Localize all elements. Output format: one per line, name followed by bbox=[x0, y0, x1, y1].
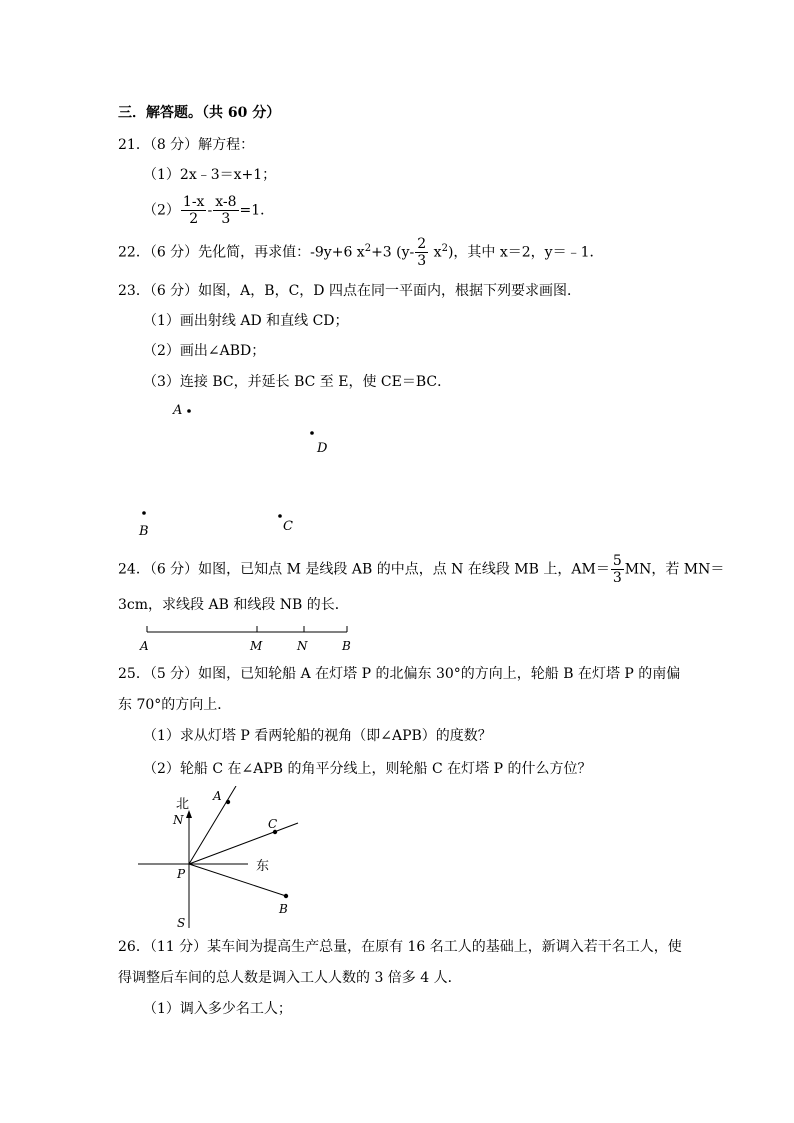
q24-fraction-denominator: 3 bbox=[612, 570, 622, 586]
q23-part2: （2）画出∠ABD； bbox=[143, 343, 266, 359]
q25-point-a bbox=[226, 800, 230, 804]
q25-part2: （2）轮船 C 在∠APB 的角平分线上，则轮船 C 在灯塔 P 的什么方位？ bbox=[143, 761, 592, 777]
q24-label-n: N bbox=[297, 639, 308, 653]
q25-label-p: P bbox=[177, 867, 186, 881]
q23-label-b: B bbox=[139, 524, 149, 539]
q24-line1-prefix: 24．（6 分）如图，已知点 M 是线段 AB 的中点，点 N 在线段 MB 上，AM＝ bbox=[118, 561, 610, 578]
q21-part2 bbox=[143, 194, 274, 227]
q24-line1-suffix: MN，若 MN＝ bbox=[624, 561, 725, 578]
q22-fraction bbox=[415, 236, 428, 269]
q22-fraction-denominator: 3 bbox=[417, 253, 427, 269]
q23-point-c bbox=[278, 514, 282, 518]
q22-expr-c: x bbox=[429, 244, 442, 261]
q26-line2: 得调整后车间的总人数是调入工人人数的 3 倍多 4 人． bbox=[118, 970, 462, 986]
q21-fraction-1-denominator: 2 bbox=[189, 211, 199, 227]
q22-expr-b: +3 (y- bbox=[371, 244, 415, 261]
q22-expr-a: -9y+6 x bbox=[310, 244, 365, 261]
q26-part1: （1）调入多少名工人； bbox=[143, 1001, 292, 1017]
q25-ray-pb bbox=[189, 864, 286, 896]
q23-part1: （1）画出射线 AD 和直线 CD； bbox=[143, 313, 349, 329]
q25-line2: 东 70°的方向上． bbox=[118, 697, 232, 713]
q23-point-a bbox=[187, 409, 191, 413]
q25-label-north-cn: 北 bbox=[176, 797, 190, 812]
q23-label-c: C bbox=[283, 519, 293, 534]
q21-fraction-1 bbox=[181, 194, 207, 227]
q23-point-d bbox=[310, 431, 314, 435]
q25-label-n: N bbox=[173, 813, 184, 827]
q21-part1: （1）2x﹣3＝x+1； bbox=[143, 167, 277, 183]
q24-label-a: A bbox=[140, 639, 149, 653]
q24-figure bbox=[130, 620, 370, 654]
q22-line bbox=[118, 236, 603, 269]
q25-label-s: S bbox=[177, 916, 186, 930]
q21-fraction-1-numerator: 1-x bbox=[182, 194, 205, 210]
q21-part2-suffix: =1． bbox=[239, 202, 275, 219]
q21-part2-prefix: （2） bbox=[143, 202, 180, 219]
q22-sup-c: 2 bbox=[441, 242, 448, 254]
q21-fraction-2-numerator: x-8 bbox=[215, 194, 237, 210]
q24-label-b: B bbox=[342, 639, 351, 653]
q25-line1: 25．（5 分）如图，已知轮船 A 在灯塔 P 的北偏东 30°的方向上，轮船 B 在灯塔 P 的南偏 bbox=[118, 666, 681, 682]
q23-label-d: D bbox=[317, 441, 328, 456]
q24-line1 bbox=[118, 553, 724, 586]
q21-minus: - bbox=[207, 202, 213, 219]
q25-label-a: A bbox=[213, 789, 222, 803]
q21-fraction-2-denominator: 3 bbox=[221, 211, 231, 227]
q25-label-east-cn: 东 bbox=[256, 859, 270, 874]
q24-line2: 3cm，求线段 AB 和线段 NB 的长． bbox=[118, 597, 349, 613]
q23-figure bbox=[130, 398, 350, 540]
q25-label-c: C bbox=[268, 817, 278, 831]
q25-figure bbox=[130, 786, 310, 932]
q22-suffix: ，其中 x＝2，y＝﹣1． bbox=[453, 244, 604, 261]
q23-point-b bbox=[142, 511, 146, 515]
q24-fraction-numerator: 5 bbox=[612, 553, 622, 569]
q21-heading: 21．（8 分）解方程： bbox=[118, 137, 255, 153]
q21-fraction-2 bbox=[213, 194, 238, 227]
q25-label-b: B bbox=[279, 902, 288, 916]
q25-point-b bbox=[284, 894, 288, 898]
q22-prefix: 22．（6 分）先化简，再求值： bbox=[118, 244, 311, 261]
q25-part1: （1）求从灯塔 P 看两轮船的视角（即∠APB）的度数？ bbox=[143, 728, 492, 744]
q24-label-m: M bbox=[250, 639, 263, 653]
q23-heading: 23．（6 分）如图，A，B，C，D 四点在同一平面内，根据下列要求画图． bbox=[118, 283, 581, 299]
q23-part3: （3）连接 BC，并延长 BC 至 E，使 CE＝BC． bbox=[143, 374, 452, 390]
section-title: 三．解答题。（共 60 分） bbox=[118, 105, 281, 121]
q22-fraction-numerator: 2 bbox=[417, 236, 427, 252]
q23-label-a: A bbox=[173, 403, 183, 418]
q26-line1: 26．（11 分）某车间为提高生产总量，在原有 16 名工人的基础上，新调入若干名工人，使 bbox=[118, 939, 682, 955]
q25-ray-pc bbox=[189, 823, 298, 864]
q22-sup-a: 2 bbox=[364, 242, 372, 254]
q22-expr-d: ) bbox=[447, 244, 454, 261]
q24-fraction bbox=[611, 553, 624, 586]
